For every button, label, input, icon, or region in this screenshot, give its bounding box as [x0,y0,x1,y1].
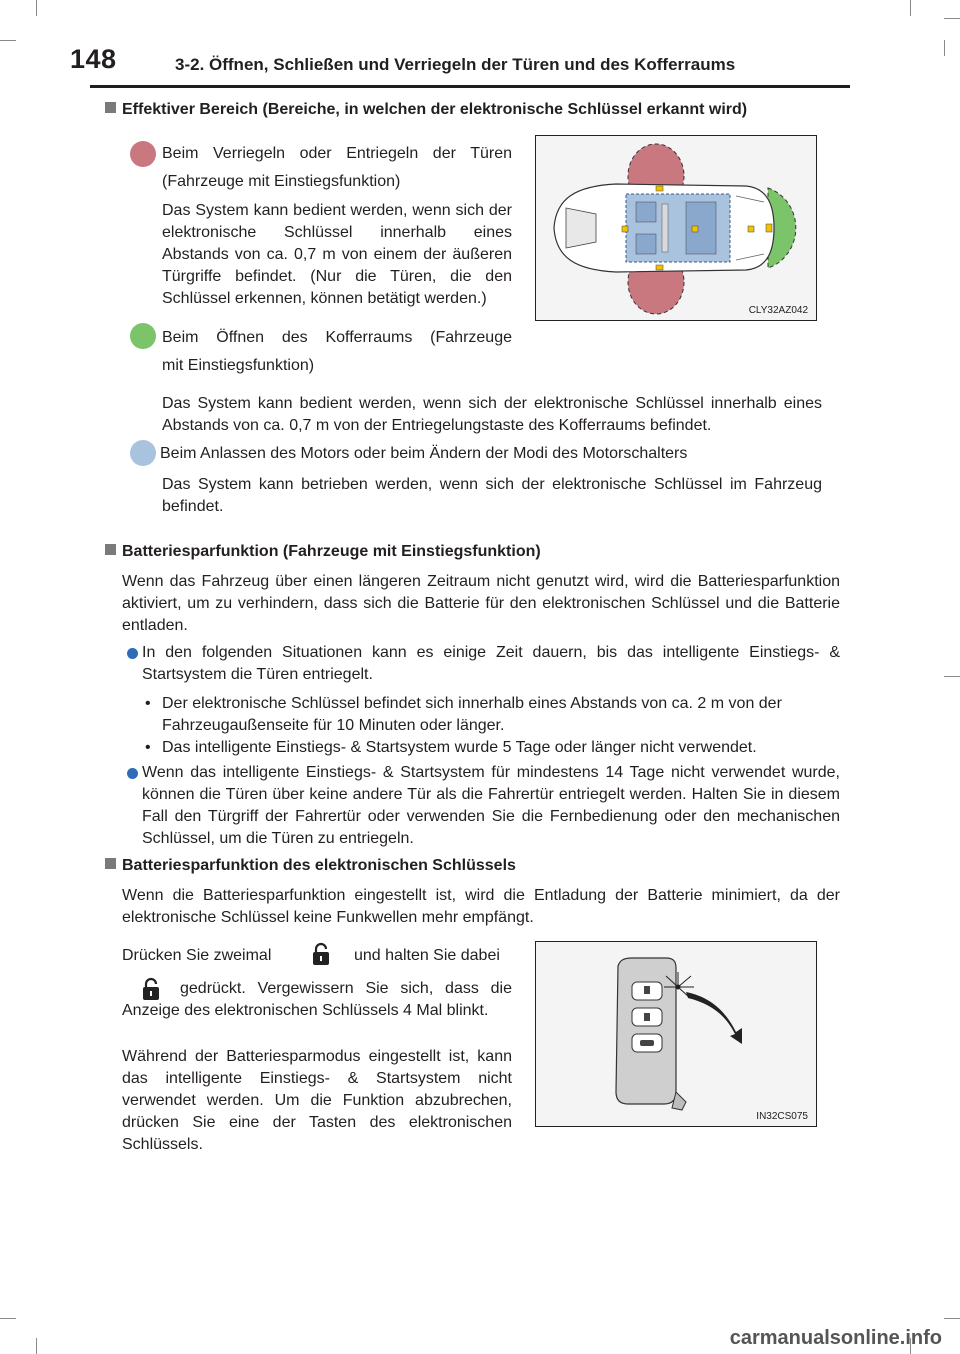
crop-mark [36,0,37,16]
crop-mark [0,40,16,41]
section-heading-effective-range [105,101,865,119]
electronic-key-figure [535,941,817,1127]
heading-text: Batteriesparfunktion des elektronischen Schlüssels [122,857,516,874]
car-detection-zones-figure [535,135,817,321]
section2-bullet1: In den folgenden Situationen kann es einige Zeit dauern, bis das intelligente Einstiegs- & Startsystem die Türen entriegelt. [142,644,840,683]
item2-body: Das System kann bedient werden, wenn sich der elektronische Schlüssel innerhalb eines Abstands von ca. 0,7 m von der Entriegelungstaste des Kofferraums befindet. [162,395,822,434]
section2-sub2: Das intelligente Einstiegs- & Startsystem wurde 5 Tage oder länger nicht verwendet. [162,739,757,756]
section3-intro: Wenn die Batteriesparfunktion eingestellt ist, wird die Entladung der Batterie minimiert, da der elektronische Schlüssel keine Funkwellen mehr empfängt. [122,887,840,926]
item2-title-line2: mit Einstiegsfunktion) [162,357,315,374]
section-heading-key-battery-saving [105,857,865,875]
round-bullet-icon [127,768,138,779]
sub-bullet-dot: • [145,739,151,756]
figure-code: IN32CS075 [756,1111,808,1122]
instruction-part-c-text: gedrückt. Vergewissern Sie sich, dass die Anzeige des elektronischen Schlüssels 4 Mal blinkt. [122,980,512,1019]
item1-title-line2: (Fahrzeuge mit Einstiegsfunktion) [162,173,401,190]
section2-intro: Wenn das Fahrzeug über einen längeren Zeitraum nicht genutzt wird, wird die Batteriesparfunktion aktiviert, um zu verhindern, dass sich die Batterie für den elektronischen Schlüssel und die Batterie entladen. [122,573,840,634]
crop-mark [36,1338,37,1354]
page-number: 148 [70,44,117,74]
item3-body: Das System kann betrieben werden, wenn sich der elektronische Schlüssel im Fahrzeug befindet. [162,476,822,515]
square-bullet-icon [105,858,116,869]
square-bullet-icon [105,544,116,555]
instruction-part-c [122,978,512,1022]
item2-title-line1: Beim Öffnen des Kofferraums (Fahrzeuge [162,329,512,346]
figure-code: CLY32AZ042 [748,305,808,316]
section2-sub1: Der elektronische Schlüssel befindet sich innerhalb eines Abstands von ca. 2 m von der Fahrzeugaußenseite für 10 Minuten oder länger. [162,695,782,734]
crop-mark [910,0,911,16]
trunk-zone-marker-icon [130,323,156,349]
crop-mark [0,1318,16,1319]
round-bullet-icon [127,648,138,659]
heading-text: Batteriesparfunktion (Fahrzeuge mit Einstiegsfunktion) [122,543,541,560]
heading-text: Effektiver Bereich (Bereiche, in welchen der elektronische Schlüssel erkannt wird) [122,101,748,118]
instruction-part-b: und halten Sie dabei [354,947,500,964]
section2-bullet2: Wenn das intelligente Einstiegs- & Startsystem für mindestens 14 Tage nicht verwendet wurde, können die Türen über keine andere Tür als die Fahrertür entriegelt werden. Halten Sie in diesem Fall den Türgriff der Fahrertür oder verwenden Sie die Fernbedienung oder den mechanischen Schlüssel, um die Türen zu entriegeln. [142,764,840,847]
car-top-view-illustration [536,136,816,320]
instruction-part-a: Drücken Sie zweimal [122,947,272,964]
running-title: 3-2. Öffnen, Schließen und Verriegeln der Türen und des Kofferraums [175,55,736,74]
item3-title: Beim Anlassen des Motors oder beim Ändern der Modi des Motorschalters [160,445,688,462]
crop-mark [944,18,960,19]
item1-body: Das System kann bedient werden, wenn sich der elektronische Schlüssel innerhalb eines Abstands von ca. 0,7 m von einem der äußeren Türgriffe befindet. (Nur die Türen, die den Schlüssel erkennen, können betätigt werden.) [162,202,512,307]
crop-mark [944,1318,960,1319]
header-rule [90,85,850,88]
crop-mark [944,676,960,677]
lock-button-icon [310,941,332,967]
crop-mark [944,40,945,56]
sub-bullet-dot: • [145,695,151,712]
cabin-zone-marker-icon [130,440,156,466]
square-bullet-icon [105,102,116,113]
instruction-part-d: Während der Batteriesparmodus eingestellt ist, kann das intelligente Einstiegs- & Startsystem nicht verwendet werden. Um die Funktion abzubrechen, drücken Sie eine der Tasten des elektronischen Schlüssels. [122,1048,512,1153]
electronic-key-illustration [536,942,816,1126]
item1-title-line1: Beim Verriegeln oder Entriegeln der Türen [162,145,512,162]
watermark: carmanualsonline.info [729,1327,942,1349]
section-heading-battery-saving [105,543,865,561]
door-zone-marker-icon [130,141,156,167]
